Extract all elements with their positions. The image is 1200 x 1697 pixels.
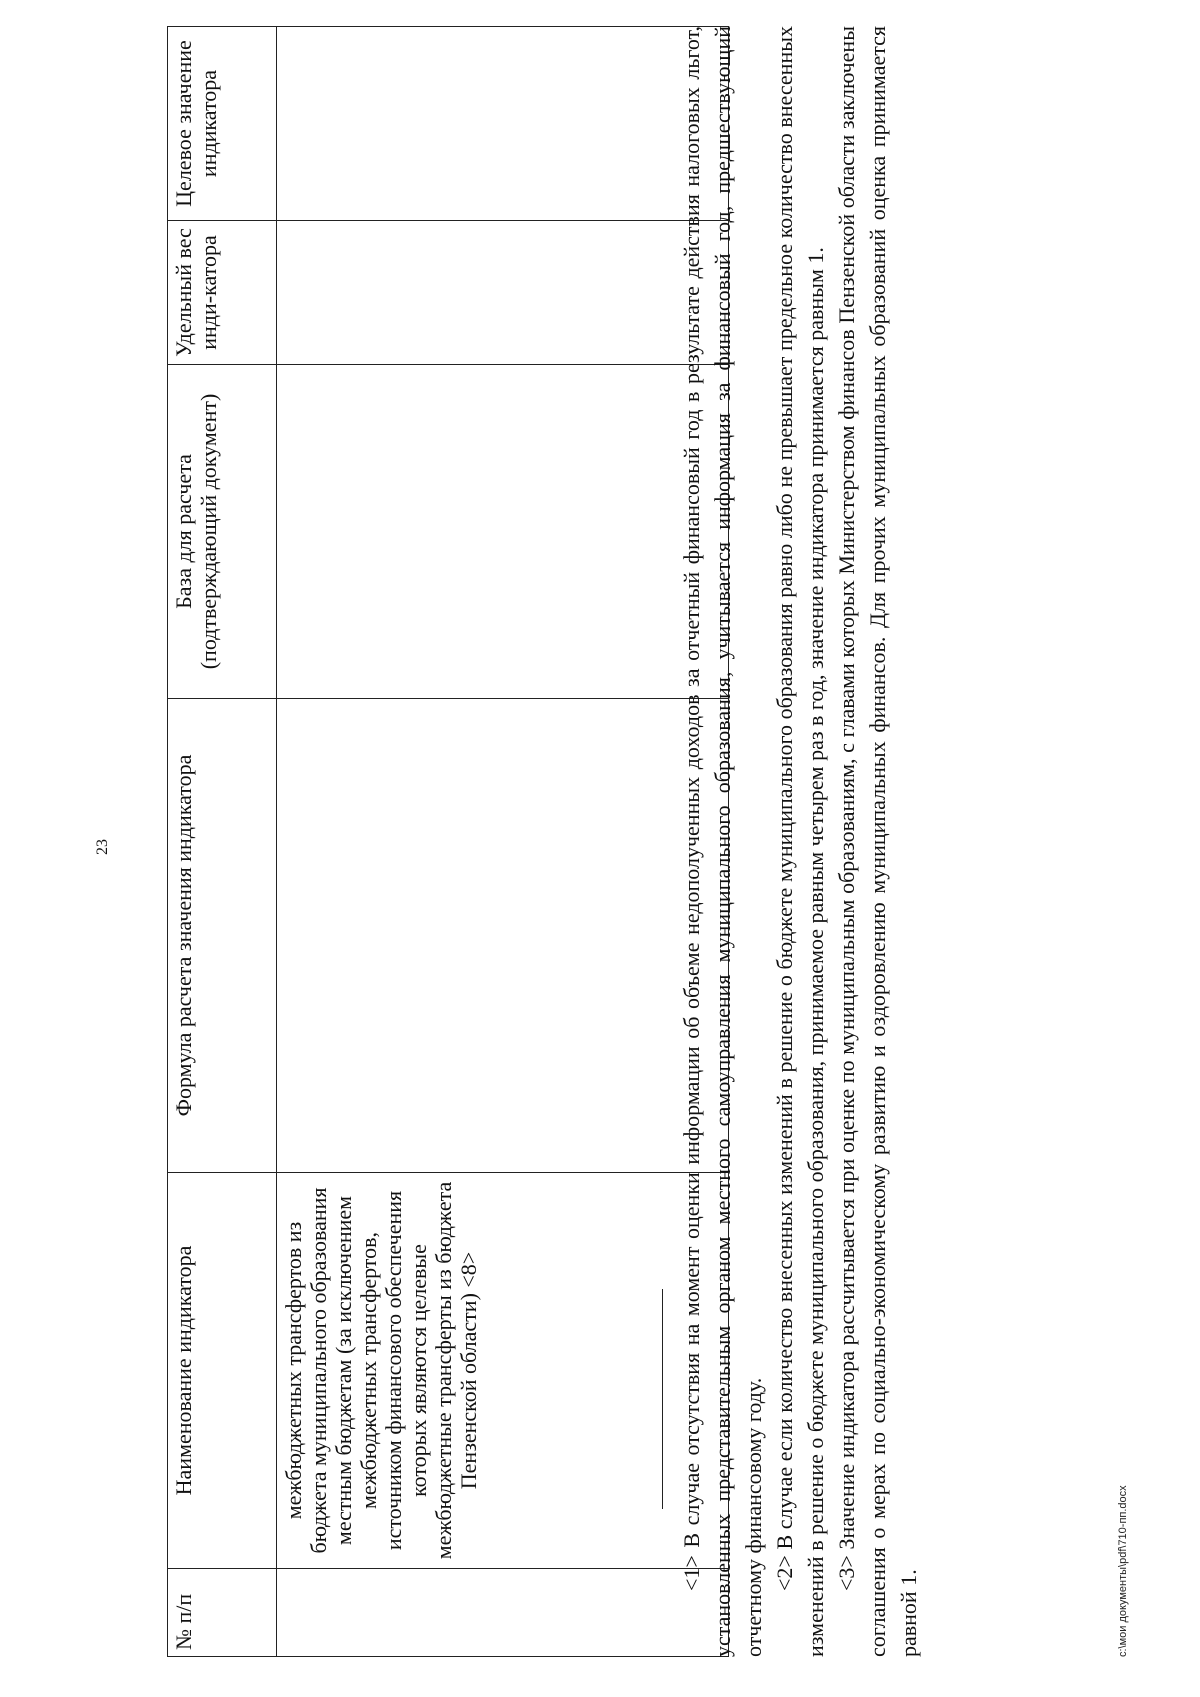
cell-formula [277,699,729,1173]
footnotes [676,26,924,1657]
header-base: База для расчета (подтверждающий документ) [168,365,277,699]
table-row [277,27,729,1657]
cell-weight [277,221,729,365]
cell-base [277,365,729,699]
header-name: Наименование индикатора [168,1173,277,1569]
file-path-footer: c:\мои документы\pdf\710-пп.docx [1117,1485,1129,1657]
footnote-separator [662,1289,663,1509]
table-header-row [168,27,277,1657]
header-formula: Формула расчета значения индикатора [168,699,277,1173]
cell-target [277,27,729,221]
footnote-2: <2> В случае если количество внесенных изменений в решение о бюджете муниципального образования равно либо не превышает предельное количество внесенных изменений в решение о бюджете муниципального образования, принимаемое равным четырем раз в год, значение индикатора принимается равным 1. [772,26,828,1657]
footnote-3: <3> Значение индикатора рассчитывается при оценке по муниципальным образованиям, с главами которых Министерством финансов Пензенской области заключены соглашения о мерах по социально-экономическому развитию и оздоровлению муниципальных финансов. Для прочих муниципальных образований оценка принимается равной 1. [834,26,921,1657]
header-weight: Удельный вес инди-катора [168,221,277,365]
page-number: 23 [94,839,111,855]
cell-num [277,1569,729,1657]
footnote-1: <1> В случае отсутствия на момент оценки информации об объеме недополученных доходов за отчетный финансовый год в результате действия налоговых льгот, установленных представительным органом местного самоуправления муниципального образования, учитывается информация за финансовый год, предшествующий отчетному финансовому году. [679,26,766,1657]
header-num: № п/п [168,1569,277,1657]
cell-name: межбюджетных трансфертов из бюджета муниципального образования местным бюджетам (за исключением межбюджетных трансфертов, источником финансового обеспечения которых являются целевые межбюджетные трансферты из бюджета Пензенской области) <8> [277,1173,729,1569]
indicator-table [167,26,729,1657]
header-target: Целевое значение индикатора [168,27,277,221]
